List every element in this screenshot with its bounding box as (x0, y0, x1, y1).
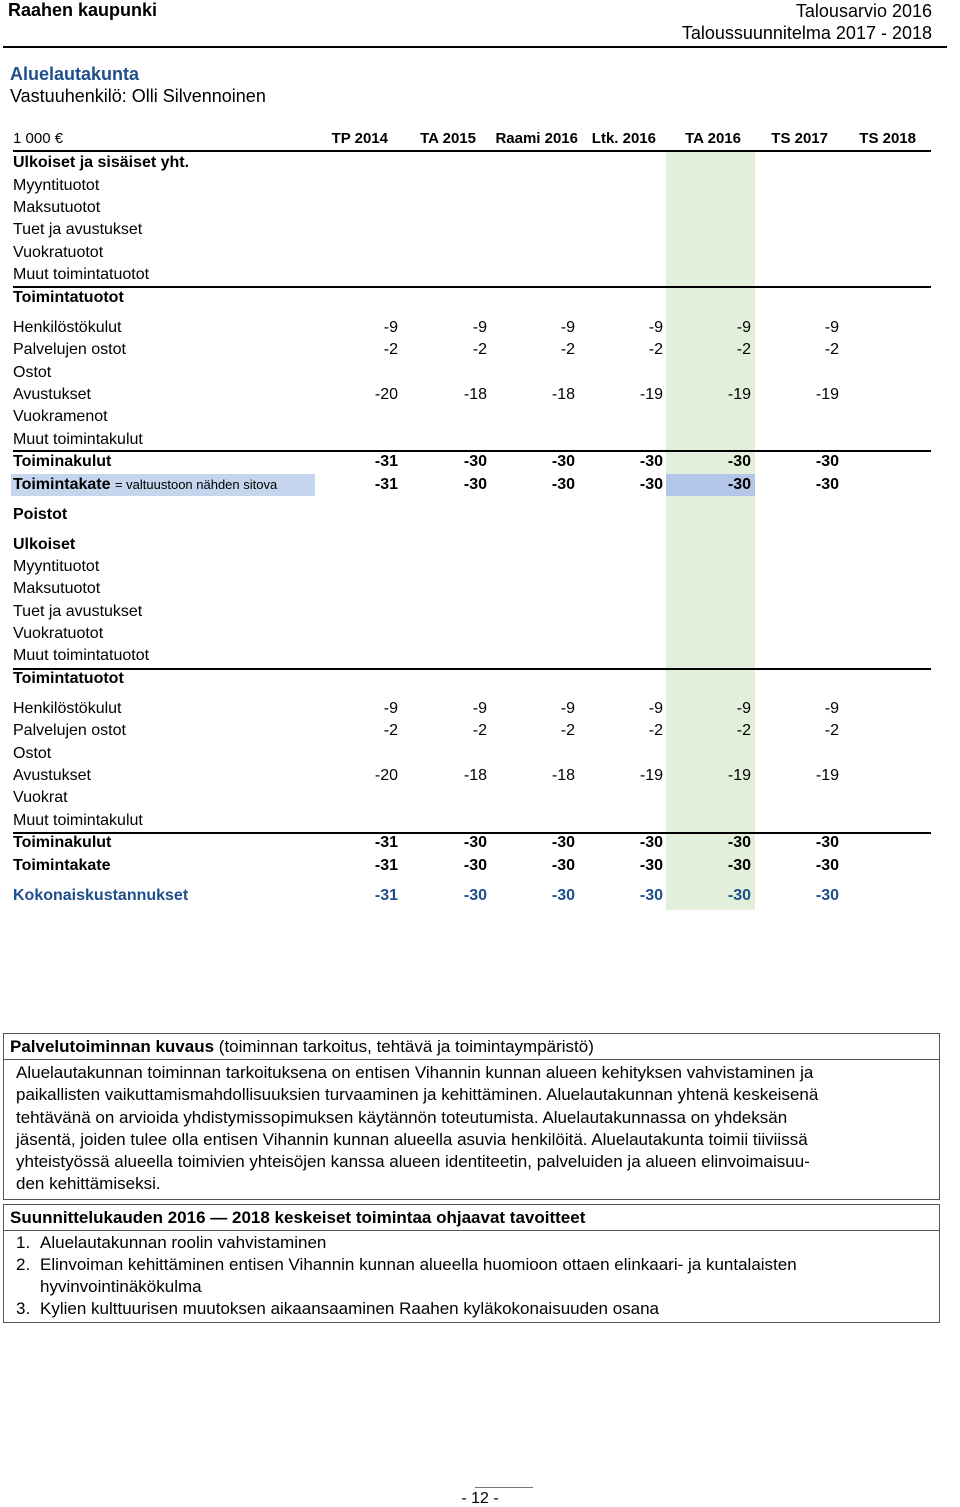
row-label: Palvelujen ostot (13, 341, 126, 358)
row-label: Vuokrat (13, 789, 68, 806)
table-row (13, 743, 931, 765)
goals-box (3, 1204, 940, 1323)
table-rule (13, 286, 931, 288)
row-label: Toimintatuotot (13, 289, 124, 306)
row-label: Myyntituotot (13, 558, 100, 575)
row-label: Poistot (13, 506, 68, 523)
value-cell: -18 (551, 767, 575, 784)
table-rule (13, 832, 931, 834)
value-cell: -20 (374, 767, 398, 784)
row-label: Avustukset (13, 767, 91, 784)
value-cell: -30 (639, 476, 663, 493)
table-row (13, 668, 931, 690)
row-label: Vuokratuotot (13, 244, 104, 261)
value-cell: -30 (551, 834, 575, 851)
table-row (13, 219, 931, 241)
row-label: Maksutuotot (13, 199, 101, 216)
unit-name: Aluelautakunta (10, 64, 140, 84)
goals-title: Suunnittelukauden 2016 — 2018 keskeiset toimintaa ohjaavat tavoitteet (4, 1205, 939, 1231)
row-label: Henkilöstökulut (13, 700, 122, 717)
row-label: Muut toimintakulut (13, 812, 143, 829)
value-cell: -2 (736, 722, 751, 739)
table-row (13, 384, 931, 406)
row-label: Toiminakulut (13, 834, 112, 851)
value-cell: -30 (727, 453, 751, 470)
value-cell: -31 (374, 476, 398, 493)
value-cell: -2 (383, 341, 398, 358)
table-row (13, 287, 931, 309)
value-cell: -30 (463, 857, 487, 874)
row-label: Tuet ja avustukset (13, 603, 143, 620)
table-row (13, 855, 931, 877)
description-line: yhteistyössä alueella toimivien yhteisöjen kanssa alueen identiteetin, palveluiden ja alueen elinvoimaisuu- (16, 1152, 810, 1172)
value-cell: -2 (824, 341, 839, 358)
value-cell: -30 (815, 834, 839, 851)
service-description-body (4, 1060, 939, 1199)
value-cell: -19 (727, 767, 751, 784)
row-label: Toiminakulut (13, 453, 112, 470)
goal-text: Elinvoiman kehittäminen entisen Vihannin kunnan alueella huomioon ottaen elinkaari- ja kuntalaisten (40, 1255, 797, 1274)
value-cell: -19 (815, 767, 839, 784)
value-cell: -31 (374, 887, 398, 904)
value-cell: -30 (727, 834, 751, 851)
table-row (13, 406, 931, 428)
value-cell: -30 (815, 857, 839, 874)
table-row (13, 429, 931, 451)
row-label: Henkilöstökulut (13, 319, 122, 336)
table-row (13, 317, 931, 339)
table-row (13, 645, 931, 667)
row-label: Toimintakate (13, 857, 111, 874)
value-cell: -9 (736, 700, 751, 717)
value-cell: -30 (639, 887, 663, 904)
footer-divider (475, 1487, 533, 1488)
document-title (682, 0, 932, 44)
binding-row (13, 474, 931, 496)
table-row (13, 698, 931, 720)
value-cell: -2 (648, 341, 663, 358)
row-label: Myyntituotot (13, 177, 100, 194)
goal-text: Kylien kulttuurisen muutoksen aikaansaaminen Raahen kyläkokonaisuuden osana (40, 1299, 660, 1318)
table-row (13, 451, 931, 473)
value-cell: -9 (648, 700, 663, 717)
goal-number: 3. (16, 1299, 31, 1318)
table-row (13, 578, 931, 600)
table-row (13, 504, 931, 526)
table-row (13, 765, 931, 787)
table-rule (13, 450, 931, 452)
value-cell: -30 (551, 476, 575, 493)
value-cell: -30 (727, 887, 751, 904)
section-title-external: Ulkoiset (13, 536, 76, 553)
org-name: Raahen kaupunki (8, 0, 158, 20)
value-cell: -30 (463, 453, 487, 470)
value-cell: -19 (815, 386, 839, 403)
goal-text: Aluelautakunnan roolin vahvistaminen (40, 1233, 327, 1252)
value-cell: -2 (560, 341, 575, 358)
goal-number: 1. (16, 1233, 31, 1252)
table-row (13, 242, 931, 264)
value-cell: -2 (824, 722, 839, 739)
column-header: TS 2017 (771, 130, 828, 147)
value-cell: -9 (472, 700, 487, 717)
value-cell: -30 (815, 476, 839, 493)
value-cell: -30 (463, 834, 487, 851)
value-cell: -31 (374, 834, 398, 851)
value-cell: -9 (736, 319, 751, 336)
value-cell: -31 (374, 857, 398, 874)
value-cell: -9 (383, 319, 398, 336)
goal-text: hyvinvointinäkökulma (40, 1277, 202, 1296)
value-cell: -30 (727, 857, 751, 874)
row-label: Tuet ja avustukset (13, 221, 143, 238)
value-cell: -2 (648, 722, 663, 739)
value-cell: -30 (551, 453, 575, 470)
goal-item (4, 1254, 939, 1298)
goal-number: 2. (16, 1255, 31, 1274)
row-label: Toimintakate = valtuustoon nähden sitova (13, 476, 278, 493)
value-cell: -2 (383, 722, 398, 739)
table-row (13, 339, 931, 361)
description-line: den kehittämiseksi. (16, 1174, 161, 1194)
column-header: Raami 2016 (495, 130, 578, 147)
value-cell: -2 (560, 722, 575, 739)
row-label: Vuokratuotot (13, 625, 104, 642)
value-cell: -2 (472, 341, 487, 358)
row-label: Toimintatuotot (13, 670, 124, 687)
value-cell: -19 (727, 386, 751, 403)
value-cell: -30 (639, 834, 663, 851)
budget-title: Talousarvio 2016 (795, 1, 932, 21)
row-label: Muut toimintatuotot (13, 266, 150, 283)
value-cell: -20 (374, 386, 398, 403)
column-header: TA 2016 (685, 130, 741, 147)
value-cell: -9 (472, 319, 487, 336)
column-header: TS 2018 (859, 130, 916, 147)
value-cell: -30 (639, 857, 663, 874)
value-cell: -9 (383, 700, 398, 717)
column-header: TA 2015 (420, 130, 476, 147)
goal-item (4, 1298, 939, 1320)
row-label: Muut toimintatuotot (13, 647, 150, 664)
description-line: Aluelautakunnan toiminnan tarkoituksena on entisen Vihannin kunnan alueen kehityksen vahvistaminen ja (16, 1063, 814, 1082)
table-row (13, 832, 931, 854)
value-cell: -30 (815, 887, 839, 904)
value-cell: -30 (727, 476, 751, 493)
total-cost-row (13, 885, 931, 907)
page-number: - 12 - (461, 1490, 499, 1507)
responsible-person: Vastuuhenkilö: Olli Silvennoinen (10, 86, 266, 106)
value-cell: -9 (824, 319, 839, 336)
value-cell: -2 (736, 341, 751, 358)
row-label: Ostot (13, 364, 52, 381)
goals-list (4, 1231, 939, 1322)
value-cell: -30 (551, 887, 575, 904)
value-cell: -30 (639, 453, 663, 470)
header-divider (3, 46, 947, 48)
value-cell: -9 (560, 319, 575, 336)
value-cell: -9 (648, 319, 663, 336)
table-row (13, 720, 931, 742)
row-label: Kokonaiskustannukset (13, 887, 189, 904)
value-cell: -30 (463, 887, 487, 904)
value-cell: -18 (463, 767, 487, 784)
column-header: TP 2014 (331, 130, 388, 147)
value-cell: -9 (824, 700, 839, 717)
plan-title: Taloussuunnitelma 2017 - 2018 (681, 23, 932, 43)
value-cell: -18 (551, 386, 575, 403)
table-row (13, 787, 931, 809)
unit-label: 1 000 € (13, 130, 64, 147)
service-description-title: Palvelutoiminnan kuvaus (toiminnan tarkoitus, tehtävä ja toimintaympäristö) (4, 1034, 939, 1060)
table-row (13, 362, 931, 384)
service-description-box (3, 1033, 940, 1200)
row-label: Maksutuotot (13, 580, 101, 597)
value-cell: -2 (472, 722, 487, 739)
value-cell: -30 (463, 476, 487, 493)
table-rule (13, 668, 931, 670)
table-row (13, 556, 931, 578)
value-cell: -9 (560, 700, 575, 717)
table-row (13, 810, 931, 832)
row-label: Avustukset (13, 386, 91, 403)
description-line: paikallisten vaikuttamismahdollisuuksien turvaaminen ja kehittäminen. Aluelautakunnan yhtenä keskeisenä (16, 1085, 819, 1105)
table-row (13, 601, 931, 623)
value-cell: -30 (551, 857, 575, 874)
value-cell: -19 (639, 386, 663, 403)
goal-item (4, 1232, 939, 1254)
table-row (13, 197, 931, 219)
value-cell: -30 (815, 453, 839, 470)
table-row (13, 264, 931, 286)
value-cell: -18 (463, 386, 487, 403)
row-label: Ostot (13, 745, 52, 762)
table-row (13, 623, 931, 645)
description-line: tehtävänä on arvioida yhdistymissopimuksen käytännön toteutumista. Aluelautakunnassa on yhdeksän (16, 1107, 788, 1127)
binding-note: = valtuustoon nähden sitova (114, 477, 278, 492)
description-line: jäsentä, joiden tulee olla entisen Vihannin kunnan alueella asuvia henkilöitä. Aluelautakunta toimii tiiviissä (16, 1129, 808, 1149)
section-title-total: Ulkoiset ja sisäiset yht. (13, 154, 190, 171)
value-cell: -31 (374, 453, 398, 470)
column-header: Ltk. 2016 (591, 130, 656, 147)
row-label: Muut toimintakulut (13, 431, 143, 448)
row-label: Palvelujen ostot (13, 722, 126, 739)
value-cell: -19 (639, 767, 663, 784)
financial-table (13, 130, 931, 920)
row-label: Vuokramenot (13, 408, 108, 425)
table-row (13, 175, 931, 197)
